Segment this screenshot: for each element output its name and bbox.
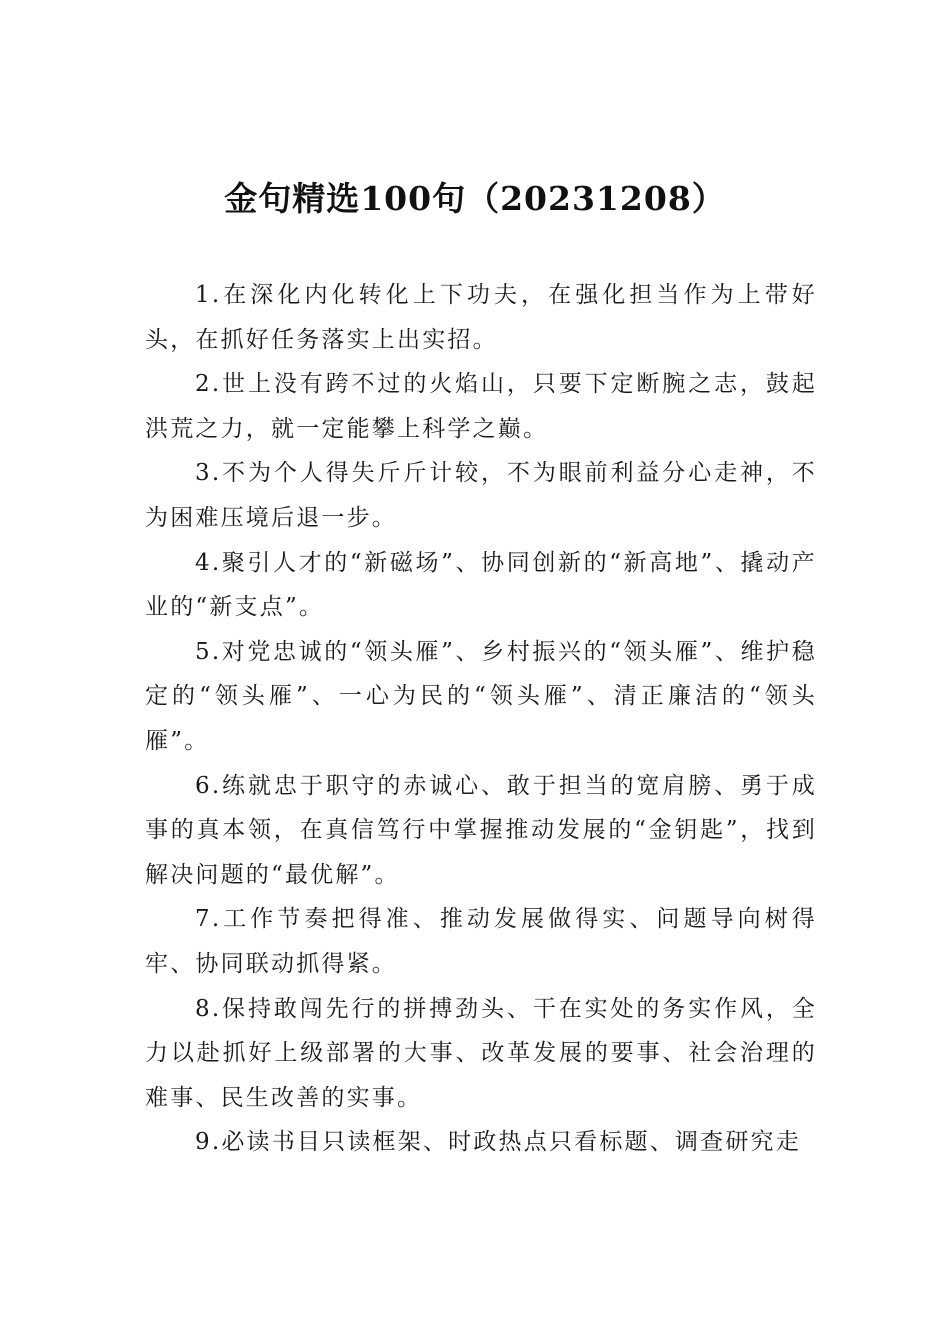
paragraph-5: 5.对党忠诚的“领头雁”、乡村振兴的“领头雁”、维护稳定的“领头雁”、一心为民的“领头雁”、清正廉洁的“领头雁”。 xyxy=(145,638,817,754)
paragraph-2: 2.世上没有跨不过的火焰山，只要下定断腕之志，鼓起洪荒之力，就一定能攀上科学之巅。 xyxy=(145,371,817,442)
paragraph-6: 6.练就忠于职守的赤诚心、敢于担当的宽肩膀、勇于成事的真本领，在真信笃行中掌握推动发展的“金钥匙”，找到解决问题的“最优解”。 xyxy=(145,772,817,888)
paragraph-1: 1.在深化内化转化上下功夫，在强化担当作为上带好头，在抓好任务落实上出实招。 xyxy=(145,282,817,353)
paragraph-4: 4.聚引人才的“新磁场”、协同创新的“新高地”、撬动产业的“新支点”。 xyxy=(145,549,817,621)
paragraph-9: 9.必读书目只读框架、时政热点只看标题、调查研究走 xyxy=(195,1129,801,1156)
document-body xyxy=(145,273,817,1165)
paragraph-8: 8.保持敢闯先行的拼搏劲头、干在实处的务实作风，全力以赴抓好上级部署的大事、改革发展的要事、社会治理的难事、民生改善的实事。 xyxy=(145,995,817,1111)
paragraph-7: 7.工作节奏把得准、推动发展做得实、问题导向树得牢、协同联动抓得紧。 xyxy=(145,906,817,977)
paragraph-3: 3.不为个人得失斤斤计较，不为眼前利益分心走神，不为困难压境后退一步。 xyxy=(145,460,817,531)
document-title: 金句精选100句（20231208） xyxy=(224,179,726,218)
